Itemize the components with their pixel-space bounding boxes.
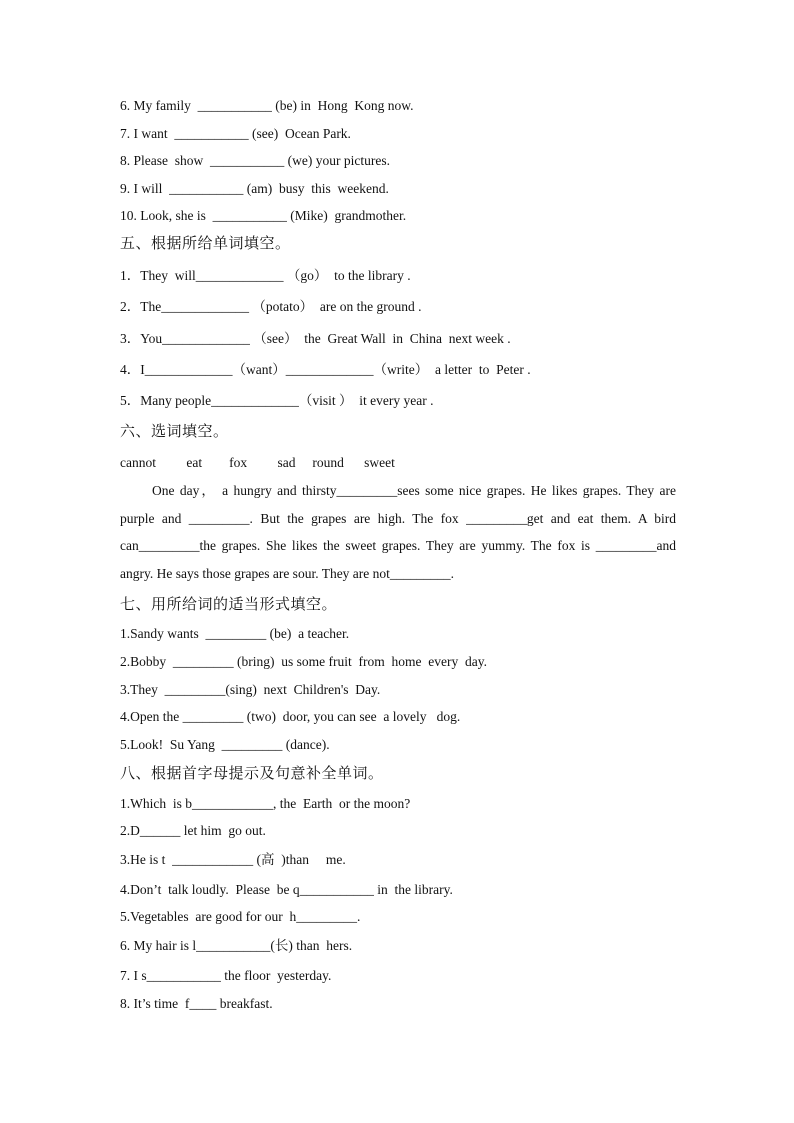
fill-in-passage: One day， a hungry and thirsty_________sees some nice grapes. He likes grapes. They are purple and _________. But the grapes are high. The fox _________get and eat them. A bird can_________the grapes. She likes the sweet grapes. They are yummy. The fox is _________and angry. He says those grapes are sour. They are not_________. <box>120 483 676 581</box>
exercise-line: 1.Which is b____________, the Earth or the moon? <box>120 796 411 811</box>
exercise-line: 8. It’s time f____ breakfast. <box>120 996 273 1011</box>
exercise-line: 2．The_____________ （potato） are on the ground . <box>120 299 422 314</box>
exercise-line: 4.Don’t talk loudly. Please be q___________ in the library. <box>120 882 453 897</box>
exercise-line: 3.They _________(sing) next Children's Day. <box>120 682 381 697</box>
exercise-line: 5.Vegetables are good for our h_________. <box>120 909 361 924</box>
section-heading: 五、根据所给单词填空。 <box>120 236 291 252</box>
section-heading: 八、根据首字母提示及句意补全单词。 <box>120 766 384 782</box>
exercise-line: 4.Open the _________ (two) door, you can see a lovely dog. <box>120 709 461 724</box>
exercise-line: 3.He is t ____________ (高 )than me. <box>120 852 346 867</box>
exercise-line: 2.Bobby _________ (bring) us some fruit from home every day. <box>120 654 487 669</box>
exercise-line: 5.Look! Su Yang _________ (dance). <box>120 737 330 752</box>
section-heading: 六、选词填空。 <box>120 424 229 440</box>
exercise-line: 1.Sandy wants _________ (be) a teacher. <box>120 626 350 641</box>
exercise-line: 9. I will ___________ (am) busy this weekend. <box>120 181 389 196</box>
exercise-line: 5．Many people_____________（visit ） it every year . <box>120 393 434 408</box>
exercise-line: 10. Look, she is ___________ (Mike) grandmother. <box>120 208 407 223</box>
exercise-line: 2.D______ let him go out. <box>120 823 266 838</box>
section-heading: 七、用所给词的适当形式填空。 <box>120 597 338 613</box>
exercise-line: 1．They will_____________ （go） to the library . <box>120 268 411 283</box>
exercise-line: 7. I want ___________ (see) Ocean Park. <box>120 126 351 141</box>
exercise-line: 8. Please show ___________ (we) your pictures. <box>120 153 390 168</box>
exercise-line: 6. My hair is l___________(长) than hers. <box>120 938 353 953</box>
exercise-line: 6. My family ___________ (be) in Hong Kong now. <box>120 98 414 113</box>
exercise-line: 4．I_____________（want）_____________（write） a letter to Peter . <box>120 362 531 377</box>
word-bank: cannot eat fox sad round sweet <box>120 455 395 470</box>
exercise-line: 3．You_____________ （see） the Great Wall in China next week . <box>120 331 511 346</box>
exercise-line: 7. I s___________ the floor yesterday. <box>120 968 332 983</box>
